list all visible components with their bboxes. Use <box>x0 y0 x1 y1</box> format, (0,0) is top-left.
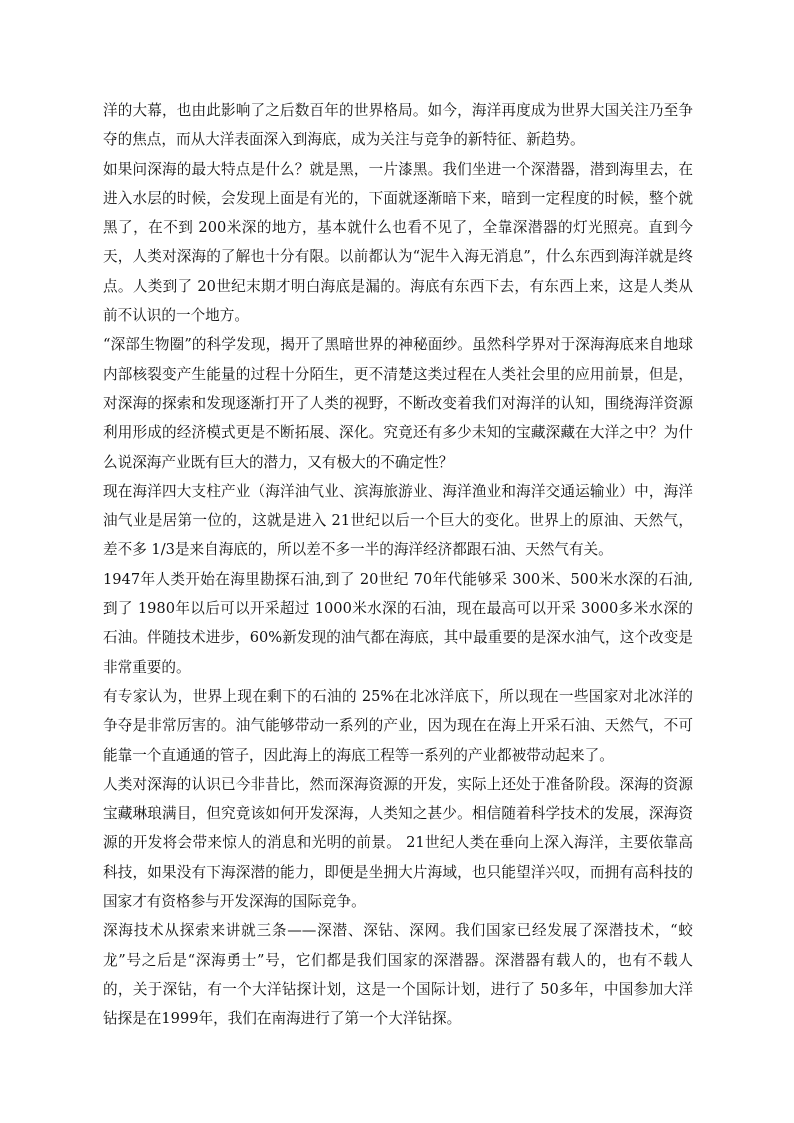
document-body <box>103 96 693 1034</box>
paragraph: 人类对深海的认识已今非昔比，然而深海资源的开发，实际上还处于准备阶段。深海的资源宝藏琳琅满目，但究竟该如何开发深海，人类知之甚少。相信随着科学技术的发展，深海资源的开发将会带来惊人的消息和光明的前景。 21世纪人类在垂向上深入海洋，主要依靠高科技，如果没有下海深潜的能力，即便是坐拥大片海域，也只能望洋兴叹，而拥有高科技的国家才有资格参与开发深海的国际竞争。 <box>103 775 693 911</box>
paragraph: 洋的大幕，也由此影响了之后数百年的世界格局。如今，海洋再度成为世界大国关注乃至争夺的焦点，而从大洋表面深入到海底，成为关注与竞争的新特征、新趋势。 <box>103 102 693 149</box>
paragraph: 1947年人类开始在海里勘探石油,到了 20世纪 70年代能够采 300米、500米水深的石油,到了 1980年以后可以开采超过 1000米水深的石油，现在最高可以开采 3000多米水深的石油。伴随技术进步，60%新发现的油气都在海底，其中最重要的是深水油气，这个改变是非常重要的。 <box>103 570 693 676</box>
paragraph: 有专家认为，世界上现在剩下的石油的 25%在北冰洋底下，所以现在一些国家对北冰洋的争夺是非常厉害的。油气能够带动一系列的产业，因为现在在海上开采石油、天然气，不可能靠一个直通通的管子，因此海上的海底工程等一系列的产业都被带动起来了。 <box>103 687 693 764</box>
paragraph: 如果问深海的最大特点是什么？就是黑，一片漆黑。我们坐进一个深潜器，潜到海里去，在进入水层的时候，会发现上面是有光的，下面就逐渐暗下来，暗到一定程度的时候，整个就黑了，在不到 200米深的地方，基本就什么也看不见了，全靠深潜器的灯光照亮。直到今天，人类对深海的了解也十分有限。以前都认为“泥牛入海无消息”，什么东西到海洋就是终点。人类到了 20世纪末期才明白海底是漏的。海底有东西下去，有东西上来，这是人类从前不认识的一个地方。 <box>103 160 693 325</box>
paragraph: 现在海洋四大支柱产业（海洋油气业、滨海旅游业、海洋渔业和海洋交通运输业）中，海洋油气业是居第一位的，这就是进入 21世纪以后一个巨大的变化。世界上的原油、天然气，差不多 1/3是来自海底的，所以差不多一半的海洋经济都跟石油、天然气有关。 <box>103 482 693 559</box>
paragraph: “深部生物圈”的科学发现，揭开了黑暗世界的神秘面纱。虽然科学界对于深海海底来自地球内部核裂变产生能量的过程十分陌生，更不清楚这类过程在人类社会里的应用前景，但是，对深海的探索和发现逐渐打开了人类的视野，不断改变着我们对海洋的认知，围绕海洋资源利用形成的经济模式更是不断拓展、深化。究竟还有多少未知的宝藏深藏在大洋之中？为什么说深海产业既有巨大的潜力，又有极大的不确定性？ <box>103 336 693 471</box>
paragraph: 深海技术从探索来讲就三条——深潜、深钻、深网。我们国家已经发展了深潜技术，“蛟龙”号之后是“深海勇士”号，它们都是我们国家的深潜器。深潜器有载人的，也有不载人的，关于深钻，有一个大洋钻探计划，这是一个国际计划，进行了 50多年，中国参加大洋钻探是在1999年，我们在南海进行了第一个大洋钻探。 <box>103 922 693 1028</box>
